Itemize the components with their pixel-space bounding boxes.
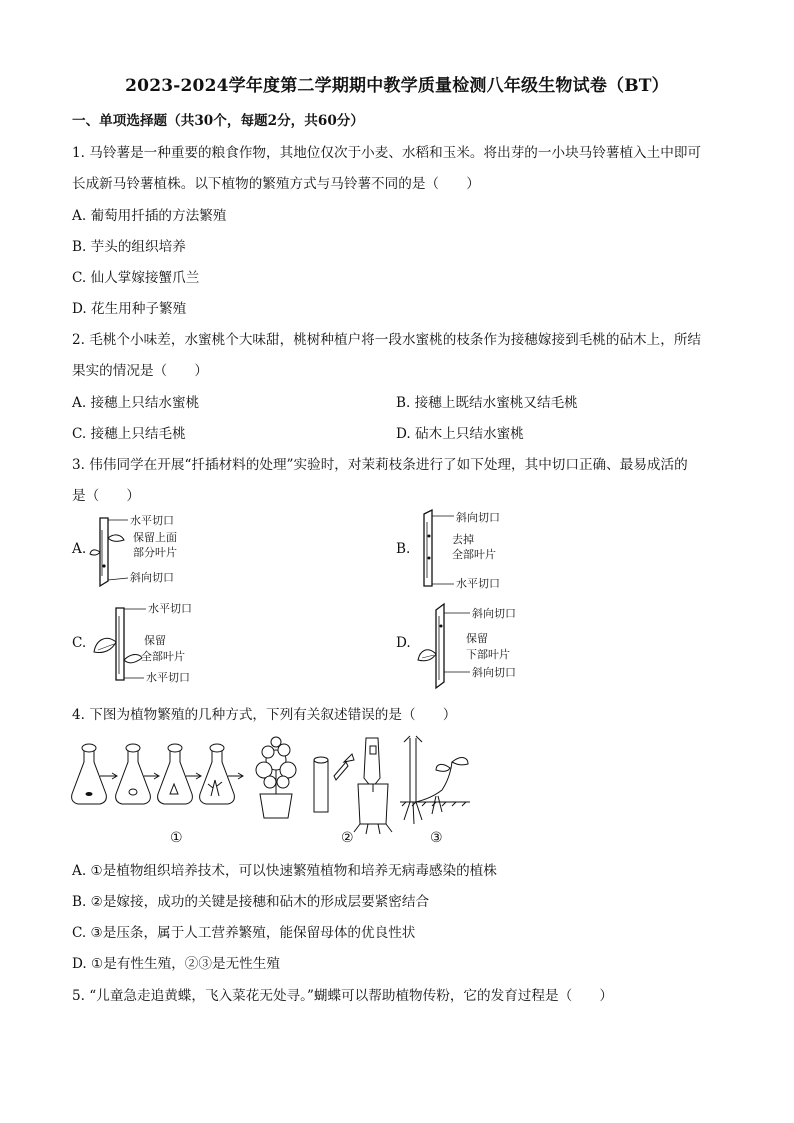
q3-a-mid-label-1: 保留上面 [133,531,177,544]
q2-stem-line2: 果实的情况是（ ） [72,363,208,379]
tissue-culture-flasks [72,744,235,804]
q4-option-c: C. ③是压条，属于人工营养繁殖，能保留母体的优良性状 [72,925,416,941]
q3-c-bottom-label: 水平切口 [146,671,190,684]
q3-a-top-label: 水平切口 [130,514,174,527]
q3-option-c-letter: C. [72,635,87,651]
layering-illustration [400,736,470,824]
q3-cutting-figure-c [88,600,208,690]
q3-option-a-letter: A. [72,541,87,557]
q3-d-mid-label-1: 保留 [466,632,488,645]
q4-reproduction-figure [70,732,470,850]
q3-a-mid-label-2: 部分叶片 [133,546,177,559]
q2-option-a: A. 接穗上只结水蜜桃 [72,395,200,411]
q4-option-a: A. ①是植物组织培养技术，可以快速繁殖植物和培养无病毒感染的植株 [72,863,497,879]
q4-option-b: B. ②是嫁接，成功的关键是接穗和砧木的形成层要紧密结合 [72,894,430,910]
q3-d-top-label: 斜向切口 [472,607,516,620]
q5-stem: 5. “儿童急走追黄蝶，飞入菜花无处寻。”蝴蝶可以帮助植物传粉，它的发育过程是（ ） [72,988,613,1004]
q3-stem-line1: 3. 伟伟同学在开展“扦插材料的处理”实验时，对茉莉枝条进行了如下处理，其中切口正确、最易成活的 [72,457,688,473]
q3-a-bottom-label: 斜向切口 [130,571,174,584]
q3-d-bottom-label: 斜向切口 [472,666,516,679]
q3-b-bottom-label: 水平切口 [456,577,500,590]
potted-plant [256,737,296,818]
q4-fig-label-2: ② [341,830,354,846]
q2-option-c: C. 接穗上只结毛桃 [72,426,186,442]
q3-c-mid-label-2: 全部叶片 [141,650,185,663]
q2-option-d: D. 砧木上只结水蜜桃 [396,426,524,442]
q1-option-c: C. 仙人掌嫁接蟹爪兰 [72,270,200,286]
page-title: 2023-2024学年度第二学期期中教学质量检测八年级生物试卷（BT） [125,76,669,96]
q1-stem-line2: 长成新马铃薯植株。以下植物的繁殖方式与马铃薯不同的是（ ） [72,176,480,192]
q1-stem-line1: 1. 马铃薯是一种重要的粮食作物，其地位仅次于小麦、水稻和玉米。将出芽的一小块马铃薯植入土中即可 [72,145,702,161]
q3-cutting-figure-d [414,600,534,690]
q3-cutting-figure-a [88,508,198,593]
q1-option-b: B. 芋头的组织培养 [72,239,186,255]
q4-fig-label-3: ③ [430,830,443,846]
grafting-illustration [314,738,392,834]
q3-option-d-letter: D. [396,635,411,651]
q4-option-d: D. ①是有性生殖，②③是无性生殖 [72,956,280,972]
q2-stem-line1: 2. 毛桃个小味差，水蜜桃个大味甜，桃树种植户将一段水蜜桃的枝条作为接穗嫁接到毛桃的砧木上，所结 [72,332,702,348]
q4-fig-label-1: ① [170,830,183,846]
q3-d-mid-label-2: 下部叶片 [466,648,510,661]
q4-stem: 4. 下图为植物繁殖的几种方式，下列有关叙述错误的是（ ） [72,707,457,723]
q1-option-d: D. 花生用种子繁殖 [72,301,187,317]
q1-option-a: A. 葡萄用扦插的方法繁殖 [72,208,227,224]
section-heading: 一、单项选择题（共30个，每题2分，共60分） [72,113,364,129]
q3-cutting-figure-b [414,508,524,593]
q3-c-top-label: 水平切口 [148,602,192,615]
q2-option-b: B. 接穗上既结水蜜桃又结毛桃 [396,395,578,411]
q3-b-mid-label-2: 全部叶片 [452,548,496,561]
q3-stem-line2: 是（ ） [72,488,140,504]
q3-option-b-letter: B. [396,541,411,557]
q3-c-mid-label-1: 保留 [144,634,166,647]
q3-b-mid-label-1: 去掉 [452,533,474,546]
q3-b-top-label: 斜向切口 [456,511,500,524]
